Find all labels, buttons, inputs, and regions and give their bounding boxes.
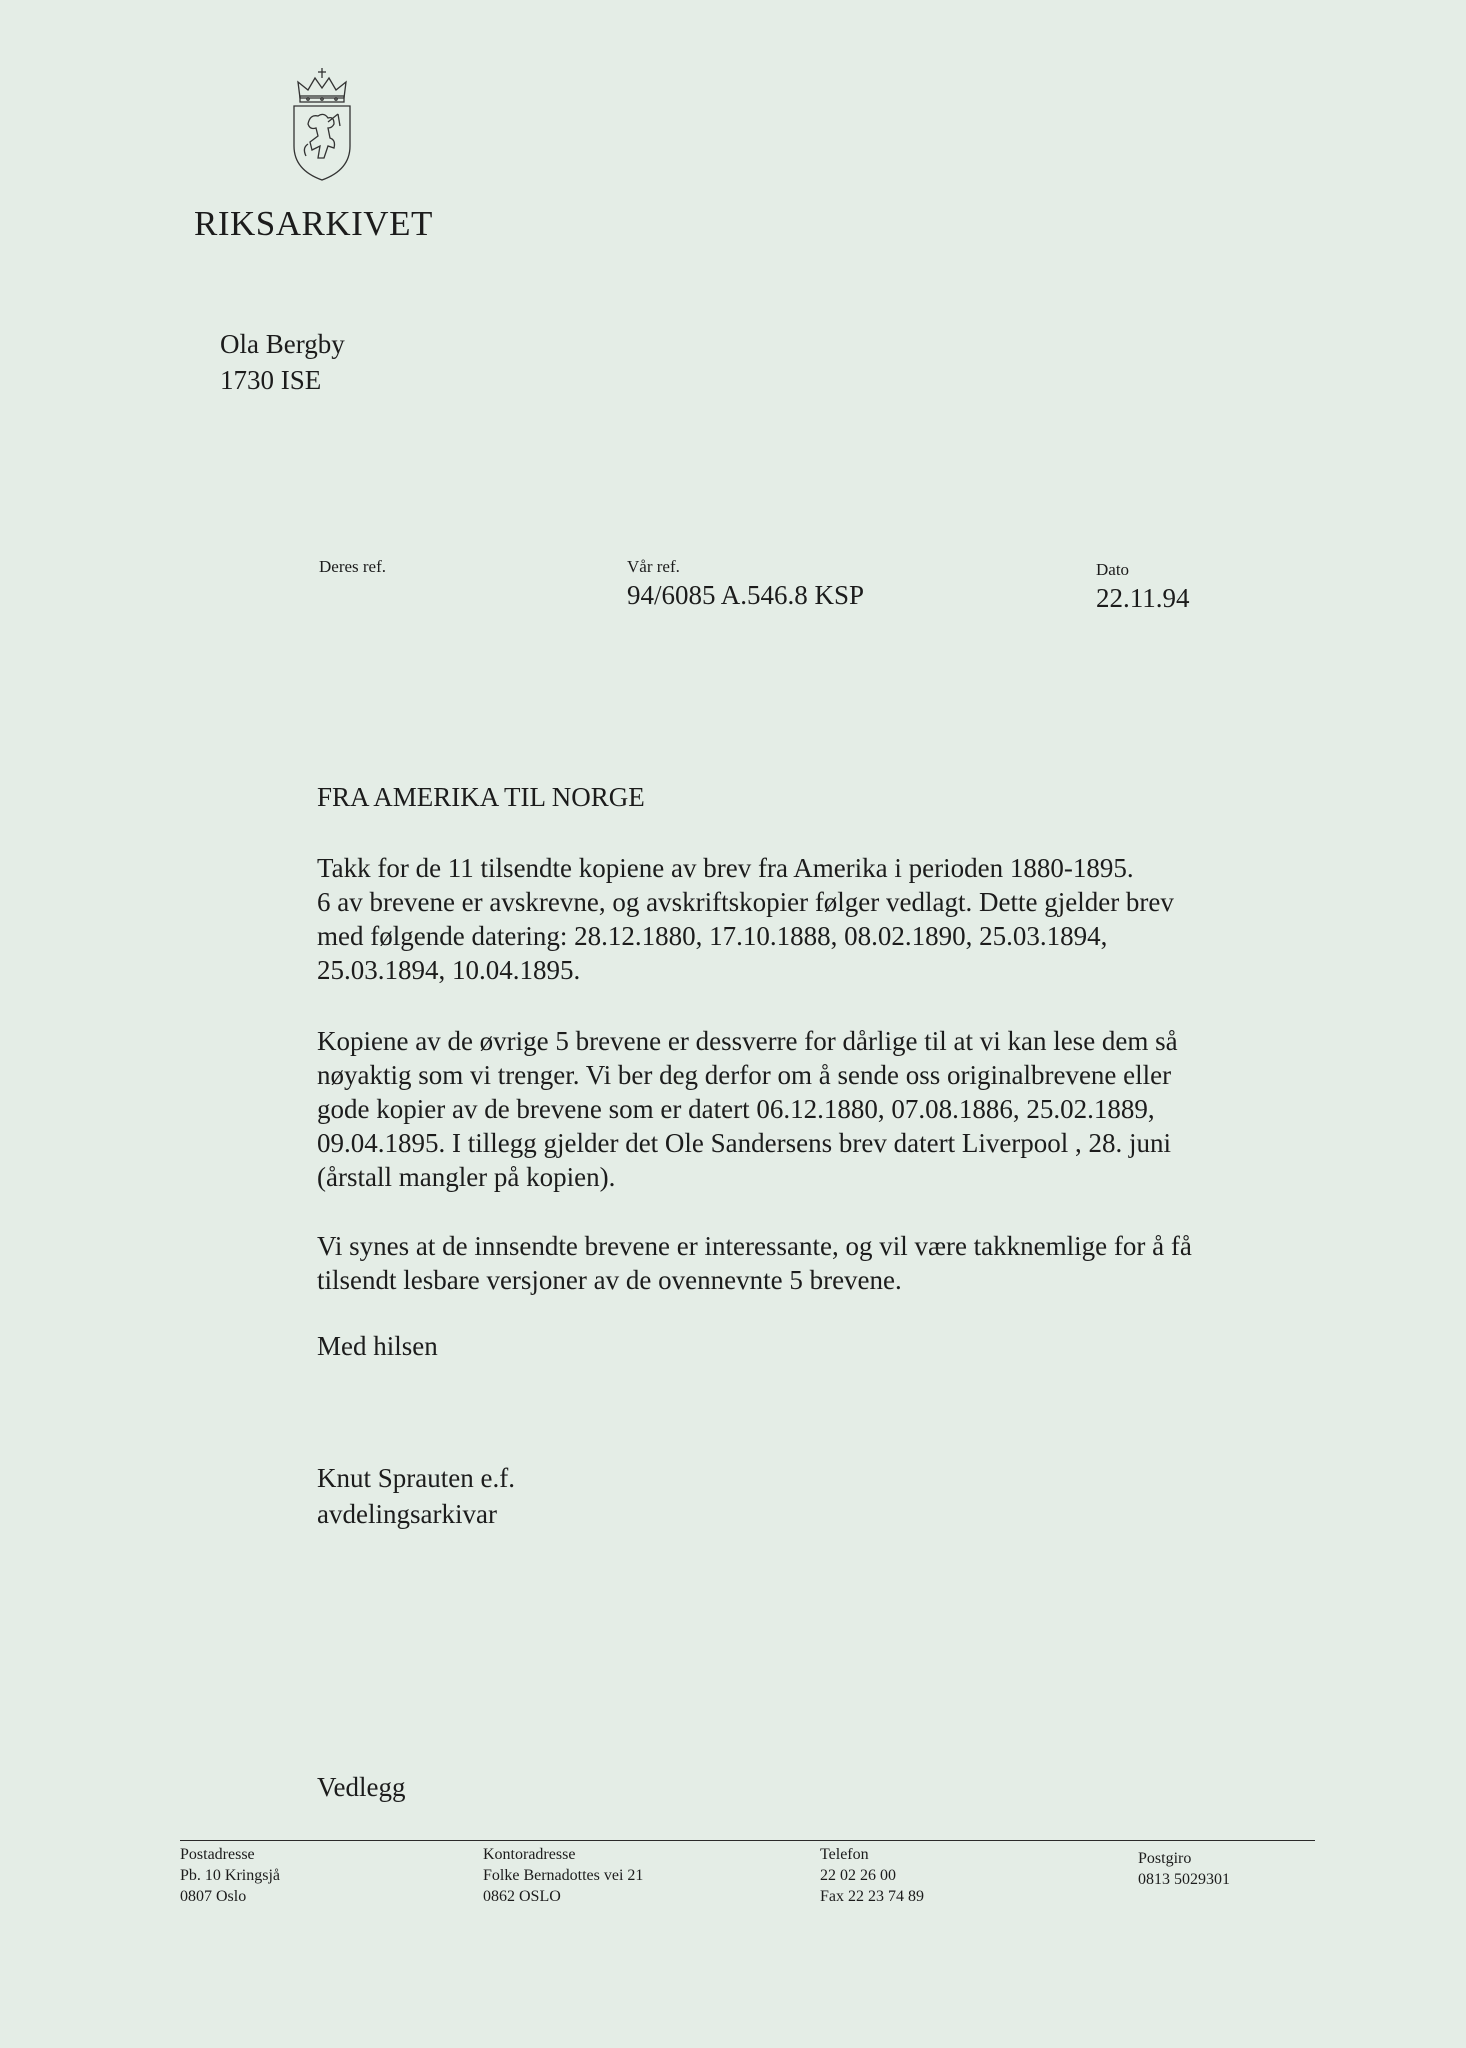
paragraph-line: 09.04.1895. I tillegg gjelder det Ole Sandersens brev datert Liverpool , 28. juni	[317, 1128, 1172, 1158]
paragraph-line: Takk for de 11 tilsendte kopiene av brev fra Amerika i perioden 1880-1895.	[317, 853, 1134, 883]
organization-name: RIKSARKIVET	[194, 204, 433, 243]
paragraph-line: nøyaktig som vi trenger. Vi ber deg derfor om å sende oss originalbrevene eller	[317, 1060, 1172, 1090]
dato-label: Dato	[1096, 560, 1130, 579]
footer-divider	[180, 1840, 1315, 1841]
attachment-note: Vedlegg	[317, 1772, 406, 1802]
footer-line: Folke Bernadottes vei 21	[483, 1867, 644, 1884]
paragraph-line: Vi synes at de innsendte brevene er interessante, og vil være takknemlige for å få	[317, 1231, 1192, 1261]
footer-line: Fax 22 23 74 89	[820, 1888, 924, 1905]
deres-ref-label: Deres ref.	[319, 557, 387, 576]
footer-postgiro	[1138, 1848, 1230, 1890]
paragraph-line: med følgende datering: 28.12.1880, 17.10.1888, 08.02.1890, 25.03.1894,	[317, 921, 1108, 951]
paragraph-2	[317, 1024, 1178, 1194]
var-ref-value: 94/6085 A.546.8 KSP	[627, 580, 865, 610]
paragraph-1	[317, 851, 1174, 987]
signature-block	[317, 1460, 515, 1532]
footer-label: Telefon	[820, 1846, 869, 1863]
footer-postadresse	[180, 1844, 280, 1907]
footer-line: 0807 Oslo	[180, 1888, 247, 1905]
paragraph-line: Kopiene av de øvrige 5 brevene er dessverre for dårlige til at vi kan lese dem så	[317, 1026, 1178, 1056]
footer-line: 0862 OSLO	[483, 1888, 561, 1905]
var-ref-label: Vår ref.	[627, 557, 680, 576]
dato-value: 22.11.94	[1096, 583, 1190, 613]
paragraph-line: 25.03.1894, 10.04.1895.	[317, 955, 581, 985]
paragraph-line: tilsendt lesbare versjoner av de ovennevnte 5 brevene.	[317, 1265, 902, 1295]
footer-line: 0813 5029301	[1138, 1871, 1230, 1888]
recipient-postal: 1730 ISE	[220, 365, 322, 395]
closing: Med hilsen	[317, 1331, 438, 1361]
paragraph-3	[317, 1229, 1192, 1297]
footer-line: 22 02 26 00	[820, 1867, 896, 1884]
recipient-name: Ola Bergby	[220, 329, 345, 359]
coat-of-arms-icon	[288, 66, 356, 184]
signer-title: avdelingsarkivar	[317, 1499, 497, 1529]
recipient-address	[220, 326, 345, 398]
footer-kontoradresse	[483, 1844, 643, 1907]
footer-label: Postadresse	[180, 1846, 255, 1863]
footer-line: Pb. 10 Kringsjå	[180, 1867, 280, 1884]
paragraph-line: 6 av brevene er avskrevne, og avskriftskopier følger vedlagt. Dette gjelder brev	[317, 887, 1174, 917]
footer-label: Postgiro	[1138, 1850, 1192, 1867]
footer-telefon	[820, 1844, 924, 1907]
signer-name: Knut Sprauten e.f.	[317, 1463, 515, 1493]
paragraph-line: gode kopier av de brevene som er datert 06.12.1880, 07.08.1886, 25.02.1889,	[317, 1094, 1155, 1124]
letter-subject: FRA AMERIKA TIL NORGE	[317, 782, 645, 812]
footer-label: Kontoradresse	[483, 1846, 576, 1863]
paragraph-line: (årstall mangler på kopien).	[317, 1162, 616, 1192]
